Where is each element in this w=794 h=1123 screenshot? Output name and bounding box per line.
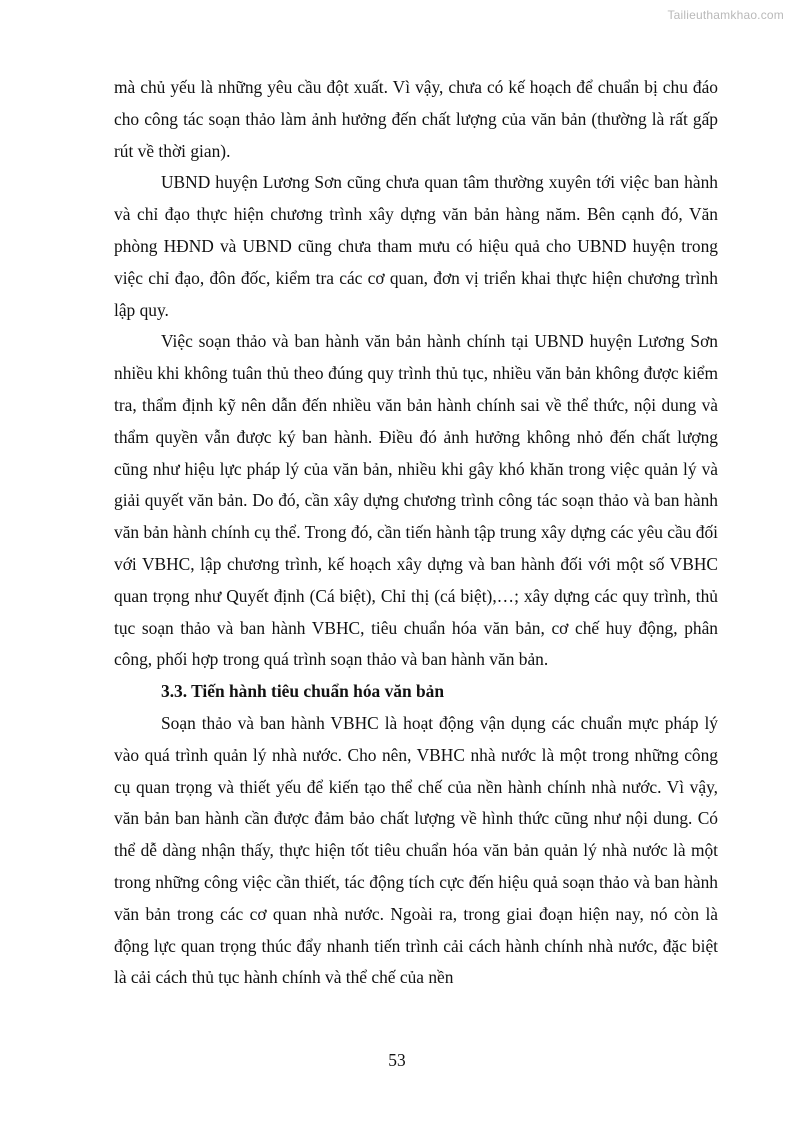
page-number: 53: [388, 1050, 406, 1070]
paragraph-3: Việc soạn thảo và ban hành văn bản hành chính tại UBND huyện Lương Sơn nhiều khi không tuân thủ theo đúng quy trình thủ tục, nhiều văn bản không được kiểm tra, thẩm định kỹ nên dẫn đến nhiều văn bản hành chính sai về thể thức, nội dung và thẩm quyền vẫn được ký ban hành. Điều đó ảnh hưởng không nhỏ đến chất lượng cũng như hiệu lực pháp lý của văn bản, nhiều khi gây khó khăn trong việc quản lý và giải quyết văn bản. Do đó, cần xây dựng chương trình công tác soạn thảo và ban hành văn bản hành chính cụ thể. Trong đó, cần tiến hành tập trung xây dựng các yêu cầu đối với VBHC, lập chương trình, kế hoạch xây dựng và ban hành đối với một số VBHC quan trọng như Quyết định (Cá biệt), Chỉ thị (cá biệt),…; xây dựng các quy trình, thủ tục soạn thảo và ban hành VBHC, tiêu chuẩn hóa văn bản, cơ chế huy động, phân công, phối hợp trong quá trình soạn thảo và ban hành văn bản.: [114, 331, 718, 670]
paragraph-4: Soạn thảo và ban hành VBHC là hoạt động vận dụng các chuẩn mực pháp lý vào quá trình quản lý nhà nước. Cho nên, VBHC nhà nước là một trong những công cụ quan trọng và thiết yếu để kiến tạo thể chế của nền hành chính nhà nước. Vì vậy, văn bản ban hành cần được đảm bảo chất lượng về hình thức cũng như nội dung. Có thể dễ dàng nhận thấy, thực hiện tốt tiêu chuẩn hóa văn bản quản lý nhà nước là một trong những công việc cần thiết, tác động tích cực đến hiệu quả soạn thảo và ban hành văn bản trong các cơ quan nhà nước. Ngoài ra, trong giai đoạn hiện nay, nó còn là động lực quan trọng thúc đẩy nhanh tiến trình cải cách hành chính nhà nước, đặc biệt là cải cách thủ tục hành chính và thể chế của nền: [114, 712, 718, 988]
watermark: Tailieuthamkhao.com: [667, 8, 784, 22]
paragraph-1: mà chủ yếu là những yêu cầu đột xuất. Vì vậy, chưa có kế hoạch để chuẩn bị chu đáo cho công tác soạn thảo làm ảnh hưởng đến chất lượng của văn bản (thường là rất gấp rút về thời gian).: [114, 77, 718, 161]
page-body: [114, 72, 718, 994]
section-heading: 3.3. Tiến hành tiêu chuẩn hóa văn bản: [161, 681, 445, 702]
paragraph-2: UBND huyện Lương Sơn cũng chưa quan tâm thường xuyên tới việc ban hành và chỉ đạo thực hiện chương trình xây dựng văn bản hàng năm. Bên cạnh đó, Văn phòng HĐND và UBND cũng chưa tham mưu có hiệu quả cho UBND huyện trong việc chỉ đạo, đôn đốc, kiểm tra các cơ quan, đơn vị triển khai thực hiện chương trình lập quy.: [114, 172, 718, 320]
